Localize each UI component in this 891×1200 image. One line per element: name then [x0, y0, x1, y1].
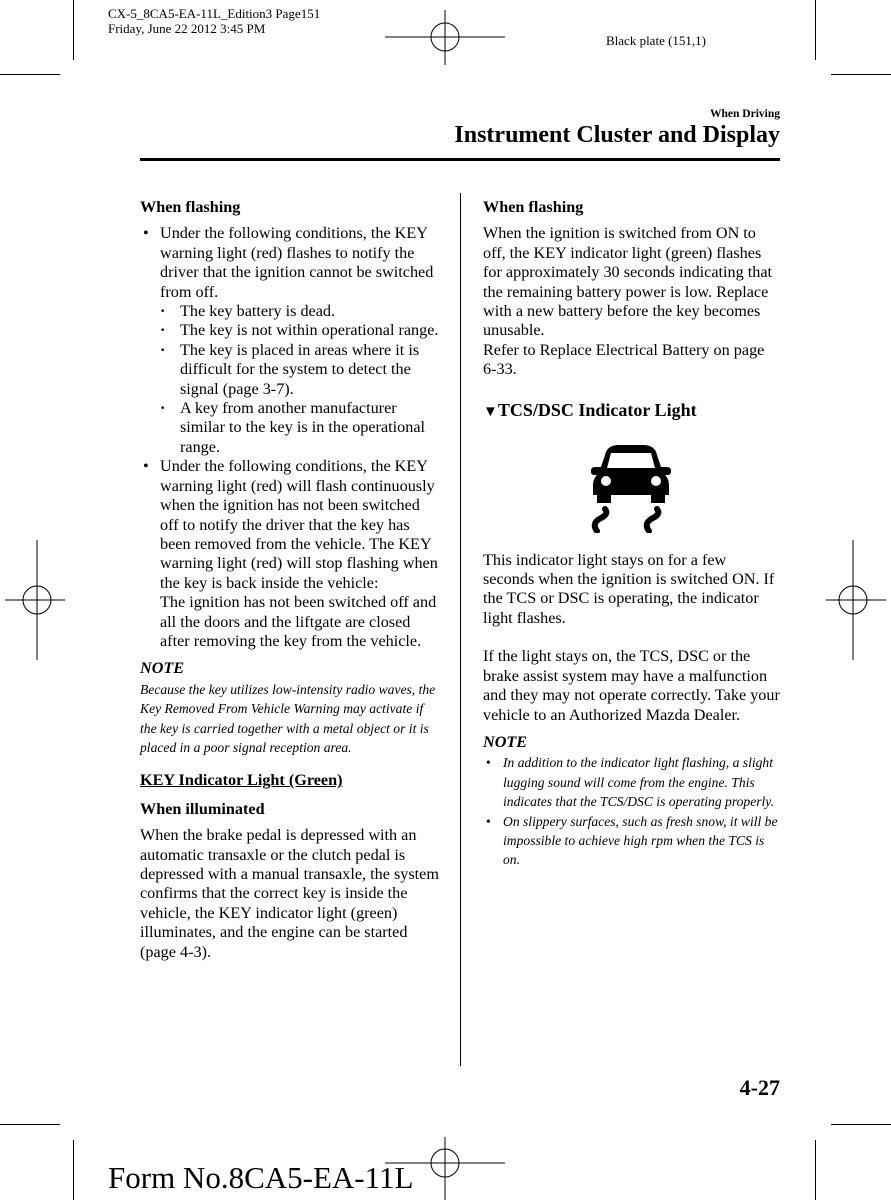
- left-column: [140, 198, 440, 962]
- tcs-dsc-icon: [483, 423, 780, 543]
- bullet-item: • Under the following conditions, the KEY warning light (red) flashes to notify the driver that the ignition cannot be switched from off.: [140, 224, 440, 302]
- sub-bullet-item: · A key from another manufacturer similar to the key is in the operational range.: [140, 399, 440, 457]
- registration-mark-left: [5, 540, 65, 660]
- sub-bullet-item: · The key battery is dead.: [140, 302, 440, 321]
- bullet-continuation: The ignition has not been switched off and all the doors and the liftgate are closed after removing the key from the vehicle.: [160, 593, 437, 650]
- paragraph: When the brake pedal is depressed with an automatic transaxle or the clutch pedal is depressed with a manual transaxle, the system confirms that the correct key is inside the vehicle, the KEY indicator light (green) illuminates, and the engine can be started (page 4-3).: [140, 826, 439, 961]
- note-text: Because the key utilizes low-intensity radio waves, the Key Removed From Vehicle Warning may activate if the key is carried together with a metal object or it is placed in a poor signal reception area.: [140, 681, 436, 755]
- crop-mark: [0, 1124, 60, 1125]
- registration-mark-right: [826, 540, 886, 660]
- bullet-item: • Under the following conditions, the KEY warning light (red) will flash continuously when the ignition has not been switched off to notify the driver that the key has been removed from the vehicle. The KEY warning light (red) will stop flashing when the key is back inside the vehicle:: [140, 457, 440, 593]
- print-meta: [108, 6, 320, 36]
- paragraph: This indicator light stays on for a few seconds when the ignition is switched ON. If the TCS or DSC is operating, the indicator light flashes.: [483, 550, 775, 627]
- crop-mark: [815, 0, 816, 60]
- form-number: Form No.8CA5-EA-11L: [108, 1160, 414, 1195]
- crop-mark: [0, 74, 60, 75]
- note-heading: NOTE: [140, 659, 185, 678]
- section-label: When Driving: [710, 108, 780, 120]
- right-column: [483, 198, 780, 870]
- heading-when-illuminated: When illuminated: [140, 799, 265, 818]
- heading-tcs-dsc: [483, 399, 780, 423]
- note-heading: NOTE: [483, 732, 528, 751]
- note-bullet: • In addition to the indicator light flashing, a slight lugging sound will come from the engine. This indicates that the TCS/DSC is operating properly.: [483, 753, 780, 811]
- sub-bullet-item: · The key is placed in areas where it is difficult for the system to detect the signal (page 3-7).: [140, 341, 440, 399]
- note-bullet: • On slippery surfaces, such as fresh snow, it will be impossible to achieve high rpm when the TCS is on.: [483, 812, 780, 870]
- title-rule: [140, 158, 780, 161]
- crop-mark: [73, 1140, 74, 1200]
- column-divider: [460, 193, 461, 1066]
- heading-when-flashing: When flashing: [483, 198, 584, 216]
- registration-mark-top: [385, 10, 505, 65]
- heading-key-indicator: KEY Indicator Light (Green): [140, 771, 343, 790]
- sub-bullet-item: · The key is not within operational range.: [140, 321, 440, 340]
- plate-label: Black plate (151,1): [606, 33, 706, 48]
- crop-mark: [831, 1124, 891, 1125]
- paragraph: Refer to Replace Electrical Battery on page 6-33.: [483, 340, 765, 379]
- paragraph: When the ignition is switched from ON to off, the KEY indicator light (green) flashes for approximately 30 seconds indicating that the remaining battery power is low. Replace with a new battery before the key becomes unusable.: [483, 224, 773, 340]
- triangle-marker-icon: ▼: [483, 403, 498, 420]
- print-meta-line1: CX-5_8CA5-EA-11L_Edition3 Page151: [108, 6, 321, 21]
- heading-tcs-dsc-text: TCS/DSC Indicator Light: [497, 399, 697, 420]
- skidding-car-icon: [591, 441, 671, 533]
- crop-mark: [831, 74, 891, 75]
- heading-when-flashing: When flashing: [140, 198, 241, 216]
- page-number: 4-27: [739, 1075, 780, 1100]
- print-meta-line2: Friday, June 22 2012 3:45 PM: [108, 21, 266, 36]
- page-title: Instrument Cluster and Display: [454, 122, 780, 148]
- paragraph: If the light stays on, the TCS, DSC or the brake assist system may have a malfunction and they may not operate correctly. Take your vehicle to an Authorized Mazda Dealer.: [483, 647, 780, 724]
- crop-mark: [815, 1140, 816, 1200]
- crop-mark: [73, 0, 74, 60]
